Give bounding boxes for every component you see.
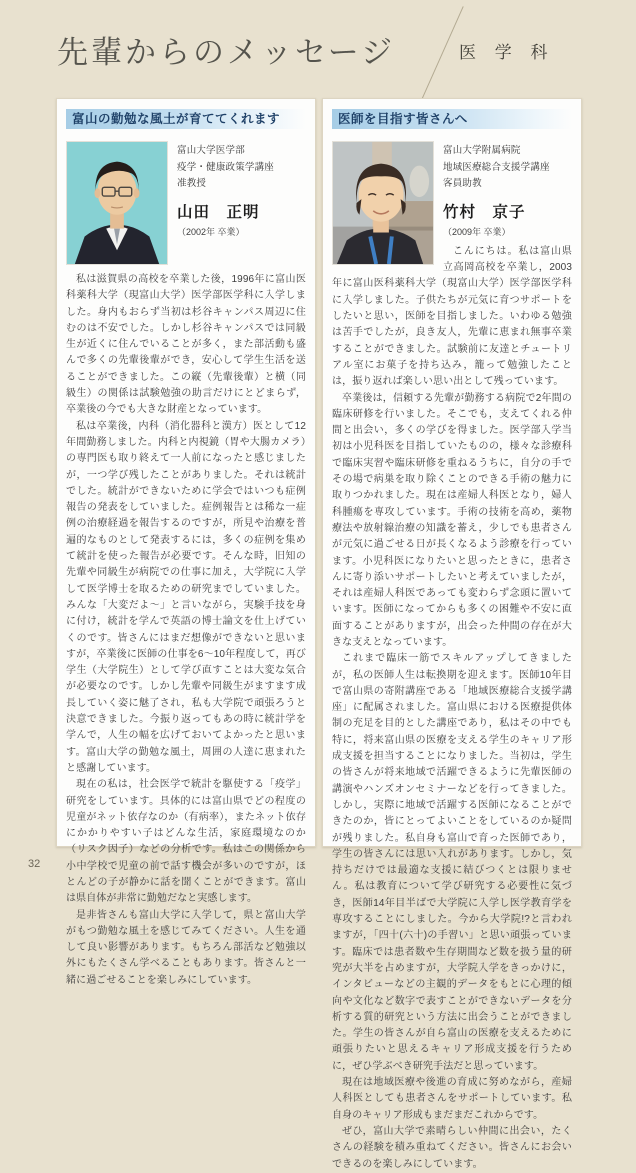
portrait-photo-yamada [66, 141, 168, 265]
paragraph: こんにちは。私は富山県立高岡高校を卒業し，2003年に富山医科薬科大学（現富山大学）医学部医学科に入学しました。子供たちが元気に育つサポートをしたいと思い，医師を目指しました。いわゆる勉強は苦手でしたが，良き友人，先輩に恵まれ無事卒業することができました。試験前に友達とチュートリアル室にお菓子を持ち込み，籠って勉強したことは，振り返れば楽しい思い出として残っています。 [332, 245, 572, 388]
paragraph: 現在の私は，社会医学で統計を駆使する「疫学」研究をしています。具体的には富山県でどの程度の児童がネット依存なのか（有病率），またネット依存にかかりやすい子はどんな生活，家庭環境なのか（リスク因子）などの分析です。私はこの関係から小中学校で児童の前で話す機会が多いのですが，ほとんどの子が静かに話を聞くことができます。富山は県自体が非常に勤勉だなと実感します。 [66, 779, 306, 905]
message-body [66, 272, 306, 989]
paragraph: 現在は地域医療や後進の育成に努めながら，産婦人科医としても患者さんをサポートしています。私自身のキャリア形成もまだまだこれからです。 [332, 1077, 572, 1121]
graduation-year: （2009年 卒業） [443, 226, 511, 237]
department-label: 医 学 科 [459, 43, 555, 62]
page-title: 先輩からのメッセージ [57, 35, 396, 70]
paragraph: 是非皆さんも富山大学に入学して，県と富山大学がもつ勤勉な風土を感じてみてください。人生を通して良い影響があります。もちろん部活など勉強以外にもたくさん学べることもあります。皆さんと一緒に過ごせることを楽しみにしています。 [66, 909, 306, 986]
profile-area [332, 141, 572, 1173]
card-heading: 富山の勤勉な風土が育ててくれます [66, 109, 306, 129]
page-number: 32 [28, 858, 41, 870]
paragraph: 卒業後は，信頼する先輩が勤務する病院で2年間の臨床研修を行いました。そこでも，支えてくれる仲間と出会い，多くの学びを得ました。医学部入学当初は小児科医を目指していたものの，様々な診療科で臨床実習や臨床研修を重ねるうちに，自分の手でその場で病巣を取り除くことのできる手術の魅力に取りつかれました。現在は産婦人科医となり，婦人科腫瘍を専攻しています。手術の技術を高め，薬物療法や放射線治療の知識を蓄え，少しでも患者さんが元気に過ごせる日が長くなるよう診療を行っています。小児科医になりたいと思ったときに，患者さんに寄り添いサポートしたいと考えていましたが，それは産婦人科医であっても変わらず念頭に置いています。医師になってからも多くの困難や不安に直面することがありますが，出会った仲間の存在が大きな支えとなっています。 [332, 392, 572, 648]
message-card-yamada [56, 98, 316, 986]
affiliation-line: 疫学・健康政策学講座 [177, 161, 275, 173]
affiliation-line: 准教授 [177, 178, 207, 190]
person-name: 山田 正明 [177, 203, 260, 221]
affiliation-line: 富山大学附属病院 [443, 145, 521, 156]
card-heading: 医師を目指す皆さんへ [332, 109, 572, 129]
affiliation-line: 地域医療総合支援学講座 [443, 161, 550, 173]
profile-area [66, 141, 306, 272]
message-body [332, 244, 572, 1173]
male-portrait-illustration [67, 142, 167, 264]
paragraph: ぜひ，富山大学で素晴らしい仲間に出会い，たくさんの経験を積み重ねてください。皆さんにお会いできるのを楽しみにしています。 [332, 1125, 572, 1170]
paragraph: 私は滋賀県の高校を卒業した後，1996年に富山医科薬科大学（現富山大学）医学部医学科に入学しました。身内もおらず当初は杉谷キャンパス周辺に住むのは不安でした。しかし杉谷キャンパスでは同級生が近くに住んでいることが多く，また部活動も盛んで多くの先輩後輩ができ，安心して学生生活を送ることができました。この縦（先輩後輩）と横（同級生）の関係は試験勉強の助言だけにとどまらず，卒業後の今でも大きな財産となっています。 [66, 274, 306, 416]
diagonal-divider [421, 6, 463, 100]
female-portrait-illustration [333, 142, 433, 264]
message-card-takemura [322, 98, 582, 1170]
paragraph: 私は卒業後，内科（消化器科と漢方）医として12年間勤務しました。内科と内視鏡（胃や大腸カメラ）の専門医も取り終えて一人前になったと感じましたが，一つ学び残したことがありました。それは統計でした。統計ができないために学会ではいつも症例報告の発表をしていました。症例報告とは稀な一症例の治療経過を報告するのですが，所見や治療を普遍的なものとして発表するには，多くの症例を集めて統計を使った報告が必要です。そんな時，旧知の先輩や同級生が病院での仕事に加え，大学院に入学して医学博士を取るための研究までしていました。みんな「大変だよ～」と言いながら，実験手技を身に付け，統計を学んで英語の博士論文を仕上げていくのです。皆さんにはまだ想像ができないと思いますが，卒業後に医師の仕事を6～10年程度して，再び学生（大学院生）として学び直すことは大変な気合が必要なのです。しかし先輩や同級生がますます成長していく姿に魅了され，私も大学院で頑張ろうと決意できました。今振り返ってもあの時に統計学を学んで，人生の幅を広げておいてよかったと思います。富山大学の勤勉な風土，周囲の人達に恵まれたと感謝しています。 [66, 420, 306, 774]
graduation-year: （2002年 卒業） [177, 226, 245, 237]
profile-info [443, 141, 572, 238]
affiliation-line: 富山大学医学部 [177, 145, 245, 156]
paragraph: これまで臨床一筋でスキルアップしてきましたが，私の医師人生は転換期を迎えます。医師10年目で富山県の寄附講座である「地域医療総合支援学講座」に配属されました。富山県における医療提供体制の充足を目的とした講座であり，私はその中でも特に，将来富山県の医療を支える学生のキャリア形成支援を担当することになりました。当初は，学生の皆さんが将来地域で活躍できるように先輩医師の講演やハンズオンセミナーなどを行ってきました。しかし，実際に地域で活躍する医師になることができたのか，皆にとってよいことをしているのか疑問が残りました。私自身も富山で育った医師であり，学生の皆さんには思い入れがあります。しかし，気持ちだけでは最適な支援に結びつくとは限りません。私は教育について学び研究する必要性に気づき，医師14年目半ばで大学院に入学し医学教育学を専攻することにしました。今から大学院!?と言われますが，「四十(六十)の手習い」と思い頑張っています。臨床では患者数や生存期間など数を扱う量的研究が大半を占めますが，大学院入学をきっかけに，インタビューなどの主観的データをもとに心理的傾向や文化など数字で表すことができないデータを分析する質的研究という方法に出会うことができました。学生の皆さんが自ら富山の医療を支えるために頑張りたいと思えるキャリア形成支援を行うために，ぜひ学ぶべき研究手法だと思っています。 [332, 653, 572, 1072]
profile-info [177, 141, 306, 238]
person-name: 竹村 京子 [443, 203, 526, 221]
affiliation-line: 客員助教 [443, 178, 482, 190]
portrait-photo-takemura [332, 141, 434, 265]
